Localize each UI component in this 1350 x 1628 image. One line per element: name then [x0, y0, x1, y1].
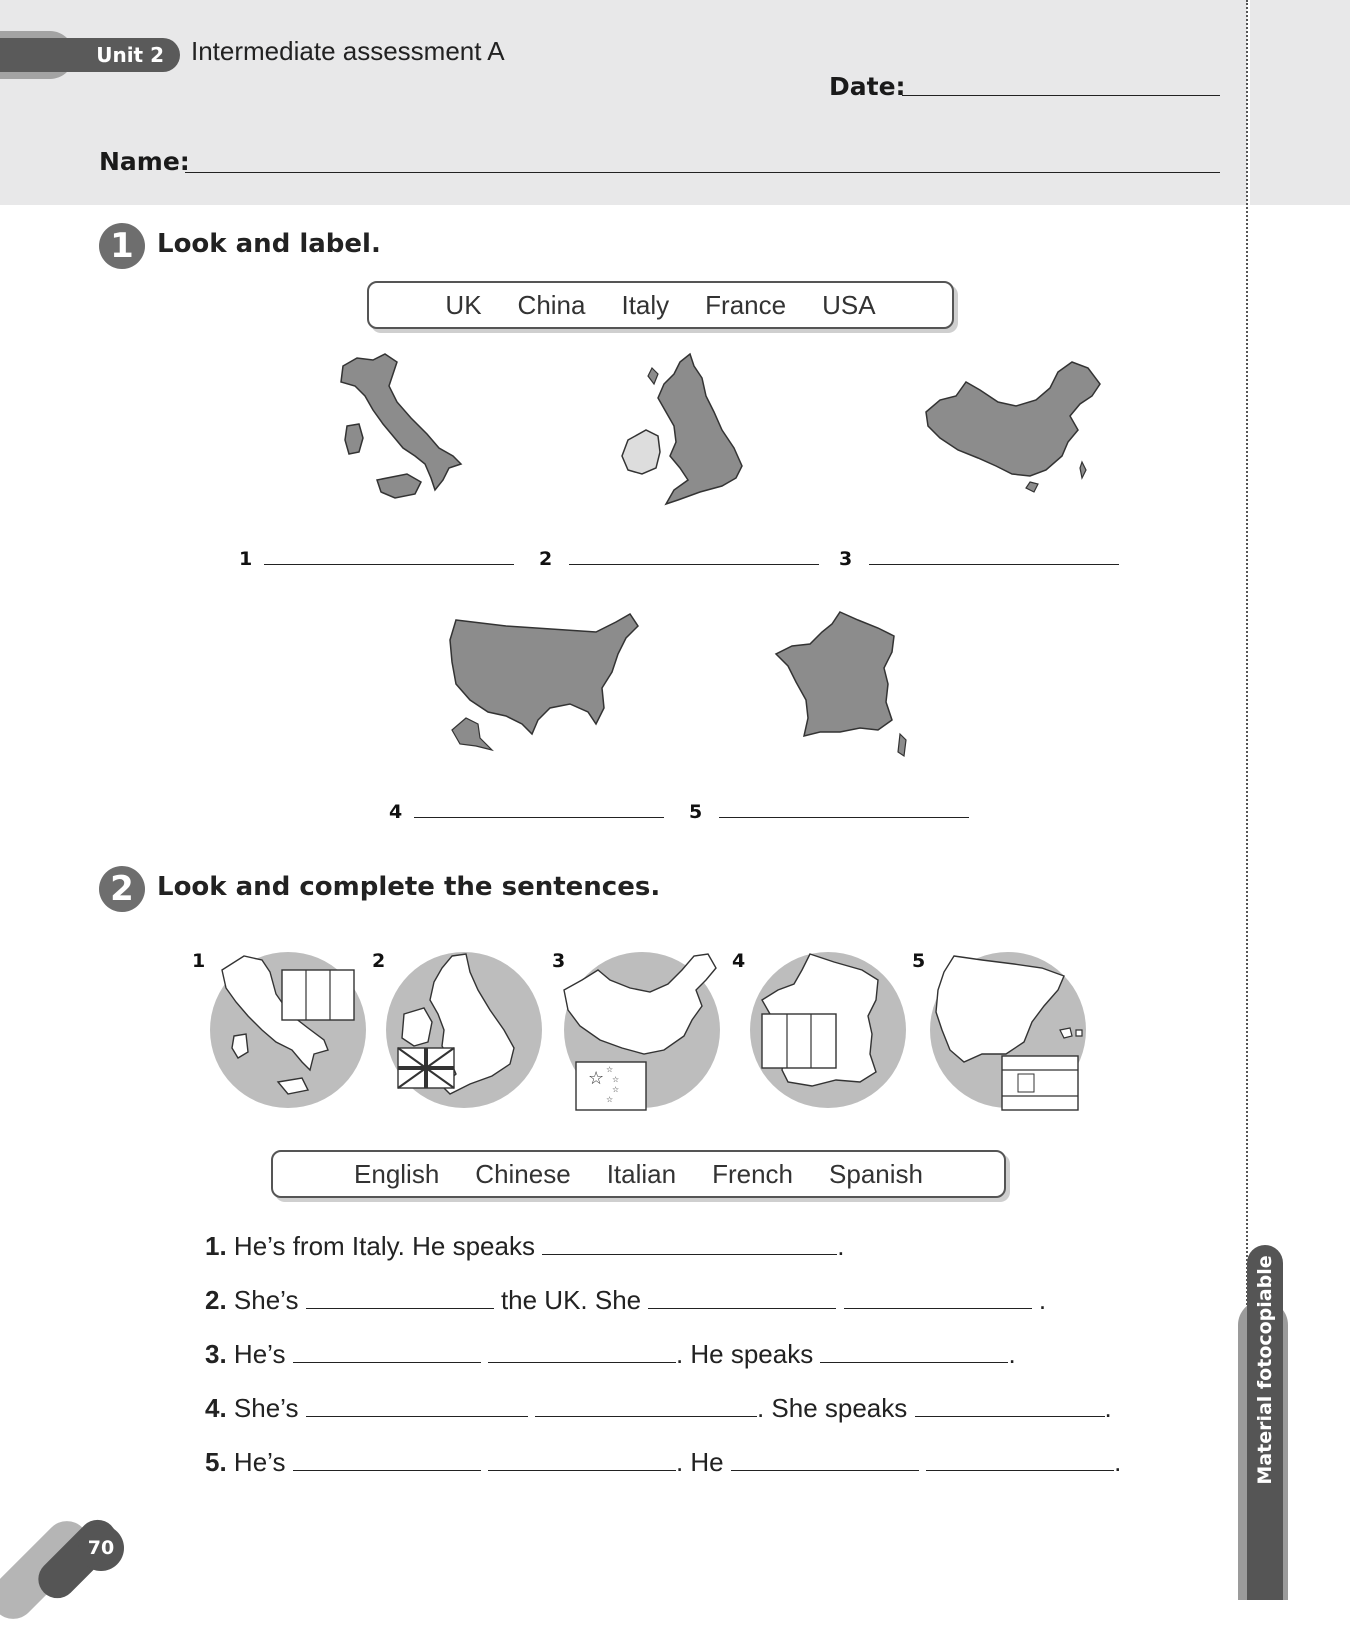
sentence-5-blank-3[interactable] — [731, 1450, 919, 1471]
section-title-2: Look and complete the sentences. — [157, 872, 661, 902]
word-italian: Italian — [606, 1158, 677, 1189]
picture-number-2: 2 — [372, 950, 386, 972]
sentence-4-blank-3[interactable] — [915, 1396, 1105, 1417]
sentence-2-text-a: She’s — [233, 1285, 306, 1315]
sentence-2-blank-2[interactable] — [648, 1288, 836, 1309]
sentence-2 — [205, 1285, 1046, 1316]
sentence-5-text-c: . He — [675, 1447, 731, 1477]
word-china: China — [517, 289, 586, 320]
sentence-1-text-b: . — [837, 1231, 845, 1261]
label-answer-5[interactable] — [719, 817, 969, 818]
svg-text:☆: ☆ — [612, 1085, 620, 1094]
sentence-2-text-b: the UK. She — [493, 1285, 649, 1315]
sentence-3-blank-1[interactable] — [293, 1342, 481, 1363]
label-number-1: 1 — [239, 548, 253, 570]
sentence-number-4: 4. — [205, 1393, 227, 1423]
sentence-1-text-a: He’s from Italy. He speaks — [233, 1231, 543, 1261]
sentence-number-3: 3. — [205, 1339, 227, 1369]
sentence-5-blank-1[interactable] — [293, 1450, 481, 1471]
label-number-4: 4 — [389, 801, 403, 823]
sentence-5-text-e: . — [1114, 1447, 1122, 1477]
sentence-5-text-a: He’s — [233, 1447, 293, 1477]
sentence-2-text-d: . — [1031, 1285, 1047, 1315]
sentence-4-blank-2[interactable] — [535, 1396, 757, 1417]
sentence-4-text-d: . — [1104, 1393, 1112, 1423]
picture-france — [744, 950, 916, 1110]
label-answer-2[interactable] — [569, 564, 819, 565]
uk-map — [618, 352, 758, 512]
label-answer-4[interactable] — [414, 817, 664, 818]
picture-number-4: 4 — [732, 950, 746, 972]
word-italy: Italy — [621, 289, 670, 320]
sentence-5-text-d — [919, 1447, 926, 1477]
svg-text:☆: ☆ — [588, 1068, 605, 1089]
svg-text:☆: ☆ — [612, 1075, 620, 1084]
section-title-1: Look and label. — [157, 229, 381, 259]
sentence-5-blank-4[interactable] — [926, 1450, 1114, 1471]
word-france: France — [705, 289, 787, 320]
sentence-4-text-a: She’s — [233, 1393, 306, 1423]
sentence-4 — [205, 1393, 1112, 1424]
sentence-2-text-c — [836, 1285, 843, 1315]
header-band-margin — [1250, 0, 1350, 205]
sentence-5-text-b — [481, 1447, 488, 1477]
picture-uk — [380, 950, 552, 1110]
picture-italy — [204, 950, 376, 1110]
sentence-3-text-c: . He speaks — [675, 1339, 821, 1369]
word-chinese: Chinese — [475, 1158, 571, 1189]
section-number-1: 1 — [99, 223, 145, 269]
side-tab-label: Material fotocopiable — [1254, 1255, 1276, 1485]
china-map — [918, 360, 1108, 505]
sentence-4-text-b — [528, 1393, 535, 1423]
italy-map — [335, 352, 470, 507]
sentence-number-5: 5. — [205, 1447, 227, 1477]
sentence-4-blank-1[interactable] — [306, 1396, 528, 1417]
sentence-3-text-b — [481, 1339, 488, 1369]
usa-map — [446, 612, 646, 762]
picture-number-5: 5 — [912, 950, 926, 972]
word-usa: USA — [822, 289, 876, 320]
sentence-number-1: 1. — [205, 1231, 227, 1261]
picture-number-1: 1 — [192, 950, 206, 972]
word-spanish: Spanish — [829, 1158, 923, 1189]
date-label: Date: — [829, 72, 906, 101]
sentence-3-blank-3[interactable] — [820, 1342, 1008, 1363]
sentence-3-text-a: He’s — [233, 1339, 293, 1369]
sentence-3-blank-2[interactable] — [488, 1342, 676, 1363]
picture-spain — [924, 950, 1096, 1115]
word-box-languages — [271, 1150, 1006, 1198]
sentence-5 — [205, 1447, 1121, 1478]
unit-label: Unit 2 — [0, 38, 180, 72]
label-answer-3[interactable] — [869, 564, 1119, 565]
date-field[interactable] — [902, 95, 1220, 96]
label-answer-1[interactable] — [264, 564, 514, 565]
assessment-title: Intermediate assessment A — [191, 36, 505, 66]
france-map — [774, 610, 919, 770]
sentence-1-blank-1[interactable] — [542, 1234, 837, 1255]
page-number: 70 — [78, 1525, 124, 1571]
sentence-2-blank-3[interactable] — [844, 1288, 1032, 1309]
section-number-2: 2 — [99, 866, 145, 912]
sentence-1 — [205, 1231, 844, 1262]
picture-china — [558, 950, 738, 1115]
svg-text:☆: ☆ — [606, 1065, 614, 1074]
sentence-3-text-d: . — [1008, 1339, 1016, 1369]
sentence-5-blank-2[interactable] — [488, 1450, 676, 1471]
word-box-countries — [367, 281, 954, 329]
word-french: French — [712, 1158, 794, 1189]
name-label: Name: — [99, 147, 190, 176]
sentence-4-text-c: . She speaks — [756, 1393, 915, 1423]
picture-number-3: 3 — [552, 950, 566, 972]
word-english: English — [354, 1158, 440, 1189]
svg-text:☆: ☆ — [606, 1095, 614, 1104]
sentence-number-2: 2. — [205, 1285, 227, 1315]
label-number-3: 3 — [839, 548, 853, 570]
word-uk: UK — [445, 289, 482, 320]
name-field[interactable] — [185, 172, 1220, 173]
label-number-2: 2 — [539, 548, 553, 570]
label-number-5: 5 — [689, 801, 703, 823]
sentence-2-blank-1[interactable] — [306, 1288, 494, 1309]
sentence-3 — [205, 1339, 1016, 1370]
